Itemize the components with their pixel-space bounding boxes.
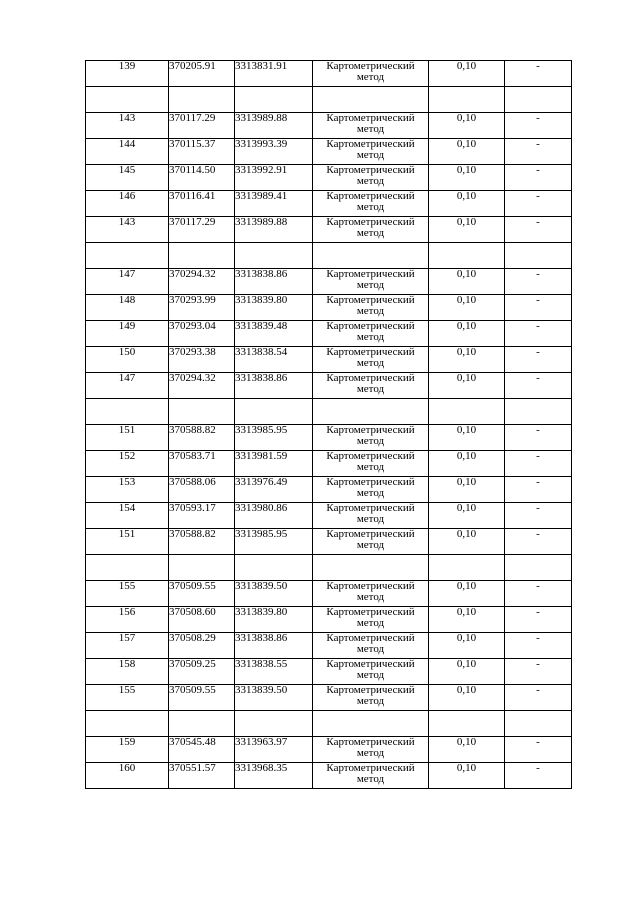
- table-row: [86, 425, 572, 451]
- x-coordinate-cell: 370293.99: [169, 295, 235, 321]
- method-line-2: метод: [356, 695, 385, 707]
- method-line-1: Картометрический: [326, 476, 415, 488]
- note-cell: -: [505, 373, 572, 399]
- accuracy-cell: 0,10: [429, 295, 505, 321]
- point-number-cell: 153: [86, 477, 169, 503]
- method-line-2: метод: [356, 305, 385, 317]
- method-cell: [313, 477, 429, 503]
- y-coordinate-cell: 3313831.91: [235, 61, 313, 87]
- empty-cell: [429, 711, 505, 737]
- method-cell: [313, 451, 429, 477]
- method-line-2: метод: [356, 123, 385, 135]
- x-coordinate-cell: 370588.82: [169, 529, 235, 555]
- method-line-1: Картометрический: [326, 736, 415, 748]
- empty-cell: [313, 243, 429, 269]
- y-coordinate-cell: 3313993.39: [235, 139, 313, 165]
- accuracy-cell: 0,10: [429, 139, 505, 165]
- x-coordinate-cell: 370114.50: [169, 165, 235, 191]
- x-coordinate-cell: 370593.17: [169, 503, 235, 529]
- point-number-cell: 157: [86, 633, 169, 659]
- method-line-2: метод: [356, 227, 385, 239]
- method-cell: [313, 373, 429, 399]
- point-number-cell: 150: [86, 347, 169, 373]
- empty-cell: [235, 399, 313, 425]
- method-cell: [313, 321, 429, 347]
- y-coordinate-cell: 3313839.80: [235, 295, 313, 321]
- accuracy-cell: 0,10: [429, 451, 505, 477]
- method-line-2: метод: [356, 175, 385, 187]
- empty-cell: [169, 711, 235, 737]
- method-cell: [313, 113, 429, 139]
- note-cell: -: [505, 685, 572, 711]
- empty-cell: [235, 87, 313, 113]
- point-number-cell: 143: [86, 217, 169, 243]
- y-coordinate-cell: 3313981.59: [235, 451, 313, 477]
- point-number-cell: 159: [86, 737, 169, 763]
- point-number-cell: 144: [86, 139, 169, 165]
- y-coordinate-cell: 3313838.86: [235, 373, 313, 399]
- x-coordinate-cell: 370508.29: [169, 633, 235, 659]
- empty-cell: [429, 399, 505, 425]
- accuracy-cell: 0,10: [429, 191, 505, 217]
- y-coordinate-cell: 3313838.55: [235, 659, 313, 685]
- method-cell: [313, 347, 429, 373]
- method-cell: [313, 737, 429, 763]
- method-line-1: Картометрический: [326, 684, 415, 696]
- table-row: [86, 139, 572, 165]
- note-cell: -: [505, 347, 572, 373]
- table-row: [86, 113, 572, 139]
- accuracy-cell: 0,10: [429, 737, 505, 763]
- y-coordinate-cell: 3313992.91: [235, 165, 313, 191]
- empty-cell: [429, 87, 505, 113]
- table-separator-row: [86, 711, 572, 737]
- coordinates-table: [85, 60, 572, 789]
- table-row: [86, 373, 572, 399]
- y-coordinate-cell: 3313838.86: [235, 633, 313, 659]
- note-cell: -: [505, 113, 572, 139]
- point-number-cell: 156: [86, 607, 169, 633]
- method-cell: [313, 295, 429, 321]
- method-cell: [313, 529, 429, 555]
- method-line-1: Картометрический: [326, 372, 415, 384]
- table-row: [86, 607, 572, 633]
- point-number-cell: 160: [86, 763, 169, 789]
- y-coordinate-cell: 3313839.50: [235, 581, 313, 607]
- method-line-2: метод: [356, 513, 385, 525]
- empty-cell: [169, 243, 235, 269]
- method-line-1: Картометрический: [326, 762, 415, 774]
- table-row: [86, 685, 572, 711]
- point-number-cell: 145: [86, 165, 169, 191]
- point-number-cell: 147: [86, 373, 169, 399]
- y-coordinate-cell: 3313838.54: [235, 347, 313, 373]
- accuracy-cell: 0,10: [429, 633, 505, 659]
- table-row: [86, 503, 572, 529]
- method-line-2: метод: [356, 747, 385, 759]
- method-line-1: Картометрический: [326, 164, 415, 176]
- table-row: [86, 295, 572, 321]
- x-coordinate-cell: 370205.91: [169, 61, 235, 87]
- table-row: [86, 165, 572, 191]
- method-line-1: Картометрический: [326, 424, 415, 436]
- table-row: [86, 737, 572, 763]
- method-line-1: Картометрический: [326, 502, 415, 514]
- note-cell: -: [505, 165, 572, 191]
- method-cell: [313, 763, 429, 789]
- method-line-1: Картометрический: [326, 580, 415, 592]
- table-row: [86, 451, 572, 477]
- method-line-2: метод: [356, 539, 385, 551]
- note-cell: -: [505, 191, 572, 217]
- table-row: [86, 477, 572, 503]
- note-cell: -: [505, 295, 572, 321]
- method-line-2: метод: [356, 201, 385, 213]
- table-separator-row: [86, 243, 572, 269]
- x-coordinate-cell: 370294.32: [169, 373, 235, 399]
- method-line-1: Картометрический: [326, 190, 415, 202]
- method-cell: [313, 659, 429, 685]
- table-row: [86, 269, 572, 295]
- note-cell: -: [505, 737, 572, 763]
- note-cell: -: [505, 763, 572, 789]
- accuracy-cell: 0,10: [429, 503, 505, 529]
- method-line-2: метод: [356, 487, 385, 499]
- note-cell: -: [505, 659, 572, 685]
- point-number-cell: 151: [86, 425, 169, 451]
- empty-cell: [313, 87, 429, 113]
- method-line-2: метод: [356, 773, 385, 785]
- method-line-2: метод: [356, 279, 385, 291]
- point-number-cell: 143: [86, 113, 169, 139]
- point-number-cell: 152: [86, 451, 169, 477]
- empty-cell: [169, 555, 235, 581]
- empty-cell: [169, 399, 235, 425]
- method-line-1: Картометрический: [326, 606, 415, 618]
- method-line-1: Картометрический: [326, 346, 415, 358]
- accuracy-cell: 0,10: [429, 347, 505, 373]
- table-body: [86, 61, 572, 789]
- note-cell: -: [505, 139, 572, 165]
- point-number-cell: 147: [86, 269, 169, 295]
- point-number-cell: 155: [86, 581, 169, 607]
- method-line-2: метод: [356, 643, 385, 655]
- x-coordinate-cell: 370545.48: [169, 737, 235, 763]
- accuracy-cell: 0,10: [429, 685, 505, 711]
- method-line-1: Картометрический: [326, 658, 415, 670]
- note-cell: -: [505, 477, 572, 503]
- note-cell: -: [505, 633, 572, 659]
- x-coordinate-cell: 370115.37: [169, 139, 235, 165]
- method-line-2: метод: [356, 669, 385, 681]
- point-number-cell: 139: [86, 61, 169, 87]
- y-coordinate-cell: 3313839.80: [235, 607, 313, 633]
- x-coordinate-cell: 370551.57: [169, 763, 235, 789]
- note-cell: -: [505, 581, 572, 607]
- table-separator-row: [86, 399, 572, 425]
- method-line-1: Картометрический: [326, 450, 415, 462]
- accuracy-cell: 0,10: [429, 269, 505, 295]
- empty-cell: [86, 399, 169, 425]
- method-cell: [313, 581, 429, 607]
- accuracy-cell: 0,10: [429, 165, 505, 191]
- empty-cell: [169, 87, 235, 113]
- method-line-2: метод: [356, 71, 385, 83]
- x-coordinate-cell: 370588.82: [169, 425, 235, 451]
- point-number-cell: 154: [86, 503, 169, 529]
- x-coordinate-cell: 370509.55: [169, 581, 235, 607]
- method-line-1: Картометрический: [326, 268, 415, 280]
- y-coordinate-cell: 3313989.41: [235, 191, 313, 217]
- y-coordinate-cell: 3313963.97: [235, 737, 313, 763]
- method-cell: [313, 139, 429, 165]
- x-coordinate-cell: 370508.60: [169, 607, 235, 633]
- accuracy-cell: 0,10: [429, 477, 505, 503]
- method-cell: [313, 425, 429, 451]
- empty-cell: [86, 711, 169, 737]
- method-cell: [313, 269, 429, 295]
- method-line-2: метод: [356, 357, 385, 369]
- method-cell: [313, 165, 429, 191]
- x-coordinate-cell: 370509.25: [169, 659, 235, 685]
- table-row: [86, 191, 572, 217]
- accuracy-cell: 0,10: [429, 763, 505, 789]
- empty-cell: [313, 711, 429, 737]
- empty-cell: [86, 555, 169, 581]
- method-line-1: Картометрический: [326, 216, 415, 228]
- table-row: [86, 347, 572, 373]
- y-coordinate-cell: 3313839.48: [235, 321, 313, 347]
- empty-cell: [235, 243, 313, 269]
- table-row: [86, 763, 572, 789]
- x-coordinate-cell: 370117.29: [169, 217, 235, 243]
- empty-cell: [235, 555, 313, 581]
- table-row: [86, 61, 572, 87]
- method-line-1: Картометрический: [326, 60, 415, 72]
- method-cell: [313, 61, 429, 87]
- table-row: [86, 217, 572, 243]
- empty-cell: [505, 87, 572, 113]
- point-number-cell: 148: [86, 295, 169, 321]
- note-cell: -: [505, 529, 572, 555]
- method-line-2: метод: [356, 331, 385, 343]
- x-coordinate-cell: 370293.04: [169, 321, 235, 347]
- method-cell: [313, 191, 429, 217]
- table-row: [86, 529, 572, 555]
- note-cell: -: [505, 451, 572, 477]
- y-coordinate-cell: 3313989.88: [235, 217, 313, 243]
- point-number-cell: 158: [86, 659, 169, 685]
- table-row: [86, 633, 572, 659]
- accuracy-cell: 0,10: [429, 529, 505, 555]
- accuracy-cell: 0,10: [429, 607, 505, 633]
- note-cell: -: [505, 425, 572, 451]
- accuracy-cell: 0,10: [429, 61, 505, 87]
- empty-cell: [505, 399, 572, 425]
- note-cell: -: [505, 61, 572, 87]
- x-coordinate-cell: 370293.38: [169, 347, 235, 373]
- method-line-1: Картометрический: [326, 320, 415, 332]
- y-coordinate-cell: 3313989.88: [235, 113, 313, 139]
- method-line-1: Картометрический: [326, 528, 415, 540]
- y-coordinate-cell: 3313980.86: [235, 503, 313, 529]
- method-line-2: метод: [356, 617, 385, 629]
- empty-cell: [505, 555, 572, 581]
- table-row: [86, 321, 572, 347]
- point-number-cell: 146: [86, 191, 169, 217]
- y-coordinate-cell: 3313985.95: [235, 425, 313, 451]
- method-cell: [313, 503, 429, 529]
- method-line-2: метод: [356, 435, 385, 447]
- empty-cell: [505, 243, 572, 269]
- y-coordinate-cell: 3313838.86: [235, 269, 313, 295]
- method-line-2: метод: [356, 591, 385, 603]
- point-number-cell: 149: [86, 321, 169, 347]
- empty-cell: [429, 555, 505, 581]
- accuracy-cell: 0,10: [429, 581, 505, 607]
- accuracy-cell: 0,10: [429, 425, 505, 451]
- empty-cell: [313, 399, 429, 425]
- x-coordinate-cell: 370509.55: [169, 685, 235, 711]
- accuracy-cell: 0,10: [429, 373, 505, 399]
- y-coordinate-cell: 3313985.95: [235, 529, 313, 555]
- x-coordinate-cell: 370116.41: [169, 191, 235, 217]
- table-row: [86, 659, 572, 685]
- method-cell: [313, 633, 429, 659]
- x-coordinate-cell: 370583.71: [169, 451, 235, 477]
- note-cell: -: [505, 607, 572, 633]
- accuracy-cell: 0,10: [429, 113, 505, 139]
- method-line-2: метод: [356, 383, 385, 395]
- note-cell: -: [505, 217, 572, 243]
- method-line-1: Картометрический: [326, 294, 415, 306]
- note-cell: -: [505, 321, 572, 347]
- accuracy-cell: 0,10: [429, 217, 505, 243]
- method-line-2: метод: [356, 461, 385, 473]
- x-coordinate-cell: 370294.32: [169, 269, 235, 295]
- point-number-cell: 151: [86, 529, 169, 555]
- method-line-2: метод: [356, 149, 385, 161]
- empty-cell: [505, 711, 572, 737]
- note-cell: -: [505, 503, 572, 529]
- empty-cell: [86, 243, 169, 269]
- y-coordinate-cell: 3313839.50: [235, 685, 313, 711]
- method-cell: [313, 685, 429, 711]
- method-line-1: Картометрический: [326, 632, 415, 644]
- empty-cell: [235, 711, 313, 737]
- method-line-1: Картометрический: [326, 112, 415, 124]
- empty-cell: [313, 555, 429, 581]
- method-cell: [313, 607, 429, 633]
- table-row: [86, 581, 572, 607]
- y-coordinate-cell: 3313976.49: [235, 477, 313, 503]
- empty-cell: [86, 87, 169, 113]
- x-coordinate-cell: 370117.29: [169, 113, 235, 139]
- method-line-1: Картометрический: [326, 138, 415, 150]
- table-separator-row: [86, 87, 572, 113]
- table-separator-row: [86, 555, 572, 581]
- y-coordinate-cell: 3313968.35: [235, 763, 313, 789]
- method-cell: [313, 217, 429, 243]
- note-cell: -: [505, 269, 572, 295]
- accuracy-cell: 0,10: [429, 659, 505, 685]
- accuracy-cell: 0,10: [429, 321, 505, 347]
- x-coordinate-cell: 370588.06: [169, 477, 235, 503]
- empty-cell: [429, 243, 505, 269]
- point-number-cell: 155: [86, 685, 169, 711]
